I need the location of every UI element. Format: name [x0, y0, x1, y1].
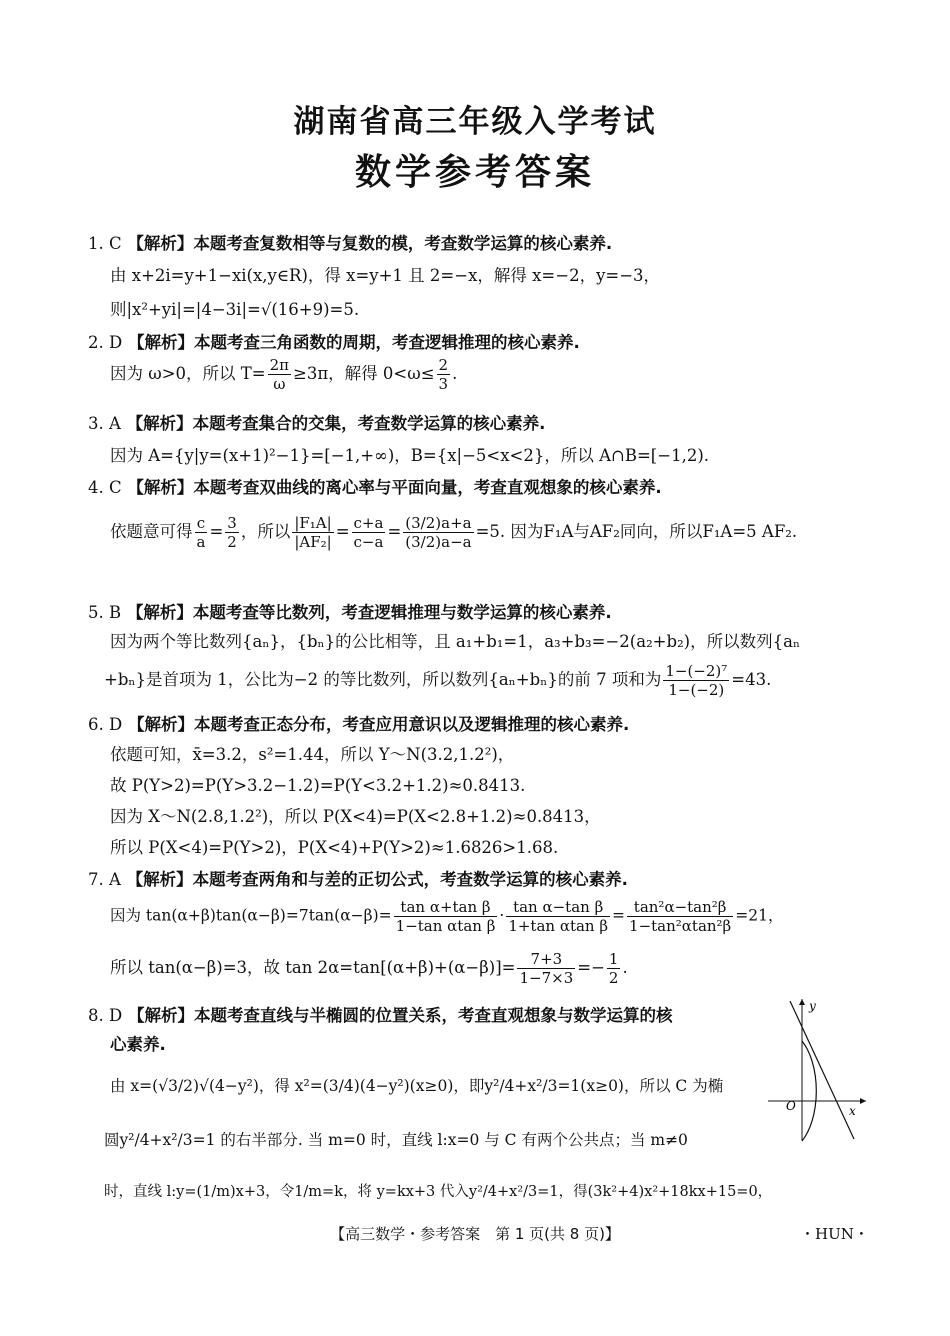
x-label: x: [849, 1104, 856, 1118]
q7-frac-sq: $\frac{\text{tan²α−tan²β}}{\text{1−tan²αtan²β}}$: [629, 898, 732, 935]
q8-heading: [88, 1002, 672, 1026]
q6-analysis: 【解析】本题考查正态分布，考查应用意识以及逻辑推理的核心素养.: [127, 715, 630, 734]
q7-text-c: 所以 tan(α−β)=3，故 tan 2α=tan[(α+β)+(α−β)]=: [110, 958, 516, 977]
q3-line1: 因为 A={y|y=(x+1)²−1}=[−1,+∞)，B={x|−5<x<2}，所以 A∩B=[−1,2).: [110, 446, 709, 465]
q5-number: 5. B: [88, 603, 122, 622]
q8-graph: [764, 993, 874, 1143]
q7-frac-sum: $\frac{\text{tan α+tan β}}{\text{1−tan αtan β}}$: [395, 898, 496, 935]
line-l: [790, 1001, 854, 1139]
q7-number: 7. A: [88, 870, 121, 889]
q4-frac-32: $\frac{3}{2}$: [227, 514, 237, 551]
q5-analysis: 【解析】本题考查等比数列，考查逻辑推理与数学运算的核心素养.: [126, 603, 612, 622]
q8-line3: 时，直线 l:y=(1/m)x+3，令1/m=k，将 y=kx+3 代入y²/4+x²/3=1，得(3k²+4)x²+18kx+15=0，: [104, 1184, 773, 1200]
q4-frac-vec: $\frac{\text{|F₁A|}}{\text{|AF₂|}}$: [294, 514, 332, 551]
q6-line3: 因为 X～N(2.8,1.2²)，所以 P(X<4)=P(X<2.8+1.2)≈0.8413，: [110, 807, 601, 826]
q6-line4: 所以 P(X<4)=P(Y>2)，P(X<4)+P(Y>2)≈1.6826>1.68.: [110, 838, 559, 857]
y-axis-arrow: [799, 999, 805, 1005]
q7-text-a: 因为 tan(α+β)tan(α−β)=7tan(α−β)=: [110, 906, 392, 925]
q1-analysis: 【解析】本题考查复数相等与复数的模，考查数学运算的核心素养.: [127, 234, 613, 253]
q4-heading: [88, 474, 662, 498]
q5-text-b: =43.: [731, 670, 772, 689]
q8-analysis: 【解析】本题考查直线与半椭圆的位置关系，考查直观想象与数学运算的核: [127, 1006, 673, 1025]
q2-text-c: .: [452, 364, 458, 383]
q7-analysis: 【解析】本题考查两角和与差的正切公式，考查数学运算的核心素养.: [126, 870, 628, 889]
x-axis-arrow: [860, 1098, 866, 1104]
q7-line1: 因为 tan(α+β)tan(α−β)=7tan(α−β)= $\frac{\text{tan α+tan β}}{\text{1−tan αtan β}}$ · $\frac{\text{tan α−tan β}}{\text{1+tan αtan β}}$ = $\frac{\text{tan²α−tan²β}}{\text{1−tan²αtan²β}}$ =21，: [110, 898, 784, 935]
q3-heading: [88, 410, 545, 434]
q3-analysis: 【解析】本题考查集合的交集，考查数学运算的核心素养.: [126, 414, 546, 433]
q6-number: 6. D: [88, 715, 123, 734]
q8-number: 8. D: [88, 1006, 123, 1025]
q8-analysis-cont: 心素养.: [110, 1035, 166, 1054]
q1-line2: 则|x²+yi|=|4−3i|=√(16+9)=5.: [110, 300, 360, 319]
q2-text-b: ≥3π，解得 0<ω≤: [293, 364, 435, 383]
q8-line1: 由 x=(√3/2)√(4−y²)，得 x²=(3/4)(4−y²)(x≥0)，即y²/4+x²/3=1(x≥0)，所以 C 为椭: [110, 1077, 724, 1095]
q2-heading: [88, 329, 580, 353]
title-line1: 湖南省高三年级入学考试: [293, 104, 657, 140]
origin-label: O: [786, 1099, 796, 1113]
q6-line1: 依题可知，x̄=3.2，s²=1.44，所以 Y～N(3.2,1.2²)，: [110, 745, 515, 764]
y-label: y: [809, 999, 816, 1013]
title-line2: 数学参考答案: [354, 152, 595, 193]
q2-line1: [110, 356, 457, 393]
q8-line2: 圆y²/4+x²/3=1 的右半部分. 当 m=0 时，直线 l:x=0 与 C 有两个公共点；当 m≠0: [104, 1131, 688, 1149]
q5-line2: [104, 662, 771, 699]
q2-text-a: 因为 ω>0，所以 T=: [110, 364, 266, 383]
q5-heading: [88, 599, 612, 623]
q2-frac-t: $\frac{2\pi}{\omega}$: [269, 356, 290, 393]
q4-frac-cpa: $\frac{c+a}{c-a}$: [353, 514, 384, 551]
footer-code: ・HUN・: [800, 1225, 869, 1243]
q4-frac-nested: $\frac{(3/2)a+a}{(3/2)a-a}$: [405, 514, 472, 551]
q1-number: 1. C: [88, 234, 122, 253]
q2-analysis: 【解析】本题考查三角函数的周期，考查逻辑推理的核心素养.: [127, 333, 580, 352]
q5-line1: 因为两个等比数列{aₙ}，{bₙ}的公比相等，且 a₁+b₁=1，a₃+b₃=−2(a₂+b₂)，所以数列{aₙ: [110, 632, 801, 651]
q5-frac-sum: $\frac{\text{1−(−2)⁷}}{1-(-2)}$: [665, 662, 728, 699]
half-ellipse: [802, 1041, 816, 1141]
q2-frac-omega: $\frac{2}{3}$: [438, 356, 449, 393]
q7-frac-73: $\frac{7+3}{1-7\times 3}$: [519, 950, 574, 987]
page-footer: 【高三数学・参考答案 第 1 页(共 8 页)】: [330, 1225, 620, 1243]
q7-text-b: =21，: [735, 906, 784, 925]
q5-text-a: +bₙ}是首项为 1，公比为−2 的等比数列，所以数列{aₙ+bₙ}的前 7 项和为: [104, 670, 662, 689]
q4-text-c: =5. 因为F₁A与AF₂同向，所以F₁A=5 AF₂.: [475, 522, 798, 541]
q7-heading: [88, 866, 628, 890]
q4-frac-ca: $\frac{c}{a}$: [196, 514, 206, 551]
q2-number: 2. D: [88, 333, 123, 352]
q6-heading: [88, 711, 629, 735]
q7-frac-half: $\frac{1}{2}$: [608, 950, 619, 987]
q1-line1: 由 x+2i=y+1−xi(x,y∈R)，得 x=y+1 且 2=−x，解得 x=−2，y=−3，: [110, 266, 661, 285]
q4-analysis: 【解析】本题考查双曲线的离心率与平面向量，考查直观想象的核心素养.: [127, 478, 662, 497]
q1-heading: [88, 230, 612, 254]
q4-number: 4. C: [88, 478, 122, 497]
q7-line2: 所以 tan(α−β)=3，故 tan 2α=tan[(α+β)+(α−β)]= $\frac{7+3}{1-7\times 3}$ =− $\frac{1}{2}$ .: [110, 950, 628, 987]
q4-text-b: ，所以: [240, 522, 291, 541]
q3-number: 3. A: [88, 414, 121, 433]
q4-text-a: 依题意可得: [110, 522, 193, 541]
q4-line1: 依题意可得 $\frac{c}{a}$ = $\frac{3}{2}$ ，所以 $\frac{\text{|F₁A|}}{\text{|AF₂|}}$ = $\frac{c+a}{c-a}$ = $\frac{(3/2)a+a}{(3/2)a-a}$ =5. 因为F₁A与AF₂同向，所以F₁A=5 AF₂.: [110, 514, 798, 551]
q7-frac-diff: $\frac{\text{tan α−tan β}}{\text{1+tan αtan β}}$: [508, 898, 609, 935]
q6-line2: 故 P(Y>2)=P(Y>3.2−1.2)=P(Y<3.2+1.2)≈0.8413.: [110, 776, 526, 795]
